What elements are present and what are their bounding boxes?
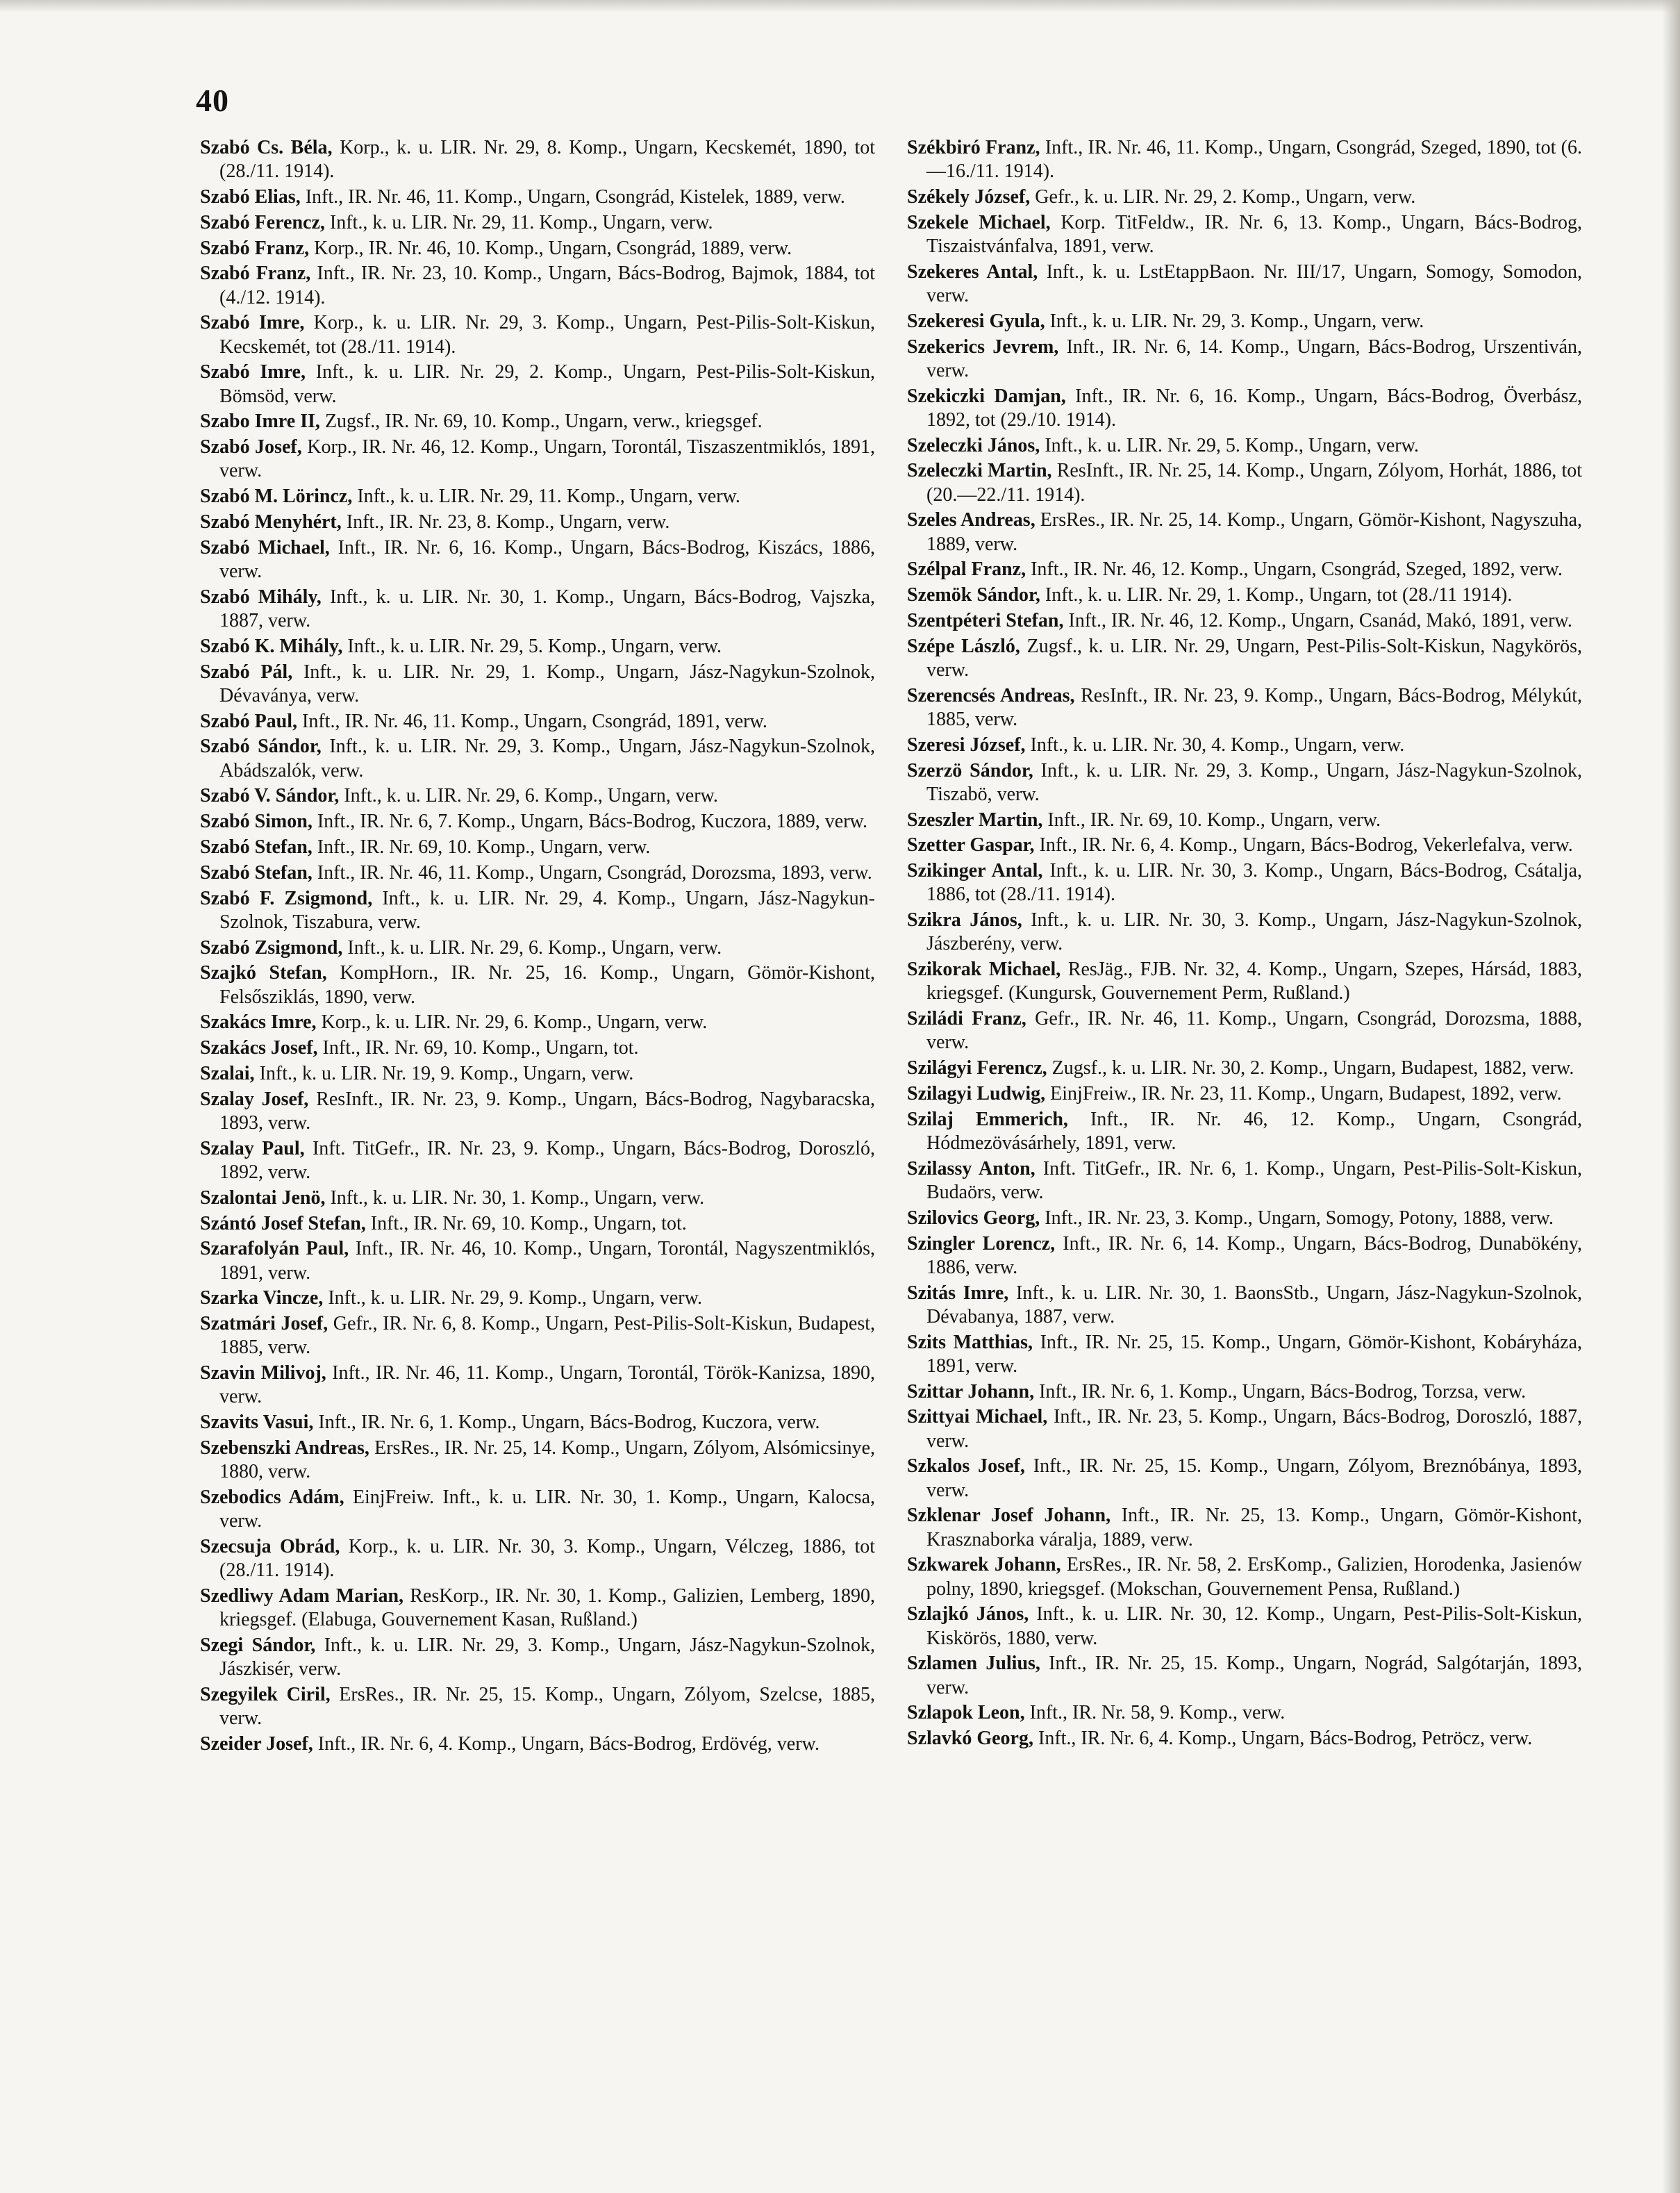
- list-entry: [907, 958, 1582, 1005]
- entry-details: Inft., k. u. LIR. Nr. 29, 2. Komp., Ungarn, Pest-Pilis-Solt-Kiskun, Bömsöd, verw.: [219, 361, 875, 407]
- entry-name: Szittyai Michael,: [907, 1406, 1048, 1428]
- entry-details: Inft., k. u. LIR. Nr. 29, 3. Komp., Ungarn, Jász-Nagykun-Szolnok, Abádszalók, verw.: [219, 736, 875, 781]
- entry-name: Szetter Gaspar,: [907, 834, 1035, 856]
- entry-name: Szerencsés Andreas,: [907, 684, 1075, 706]
- list-entry: [200, 710, 875, 734]
- entry-name: Szebenszki Andreas,: [200, 1437, 369, 1459]
- entry-name: Szalontai Jenö,: [200, 1186, 326, 1209]
- list-entry: [200, 262, 875, 309]
- entry-name: Szabó M. Lörincz,: [200, 486, 353, 508]
- list-entry: [200, 1062, 875, 1086]
- entry-details: Zugsf., k. u. LIR. Nr. 29, Ungarn, Pest-Pilis-Solt-Kiskun, Nagykörös, verw.: [926, 635, 1582, 681]
- list-entry: [907, 1405, 1582, 1453]
- list-entry: [200, 836, 875, 859]
- list-entry: [907, 834, 1582, 857]
- list-entry: [200, 735, 875, 782]
- list-entry: [907, 584, 1582, 607]
- list-entry: [907, 1652, 1582, 1699]
- entry-name: Szabó K. Mihály,: [200, 635, 343, 657]
- entry-details: Inft., k. u. LIR. Nr. 29, 3. Komp., Ungarn, Jász-Nagykun-Szolnok, Tiszabö, verw.: [926, 759, 1582, 805]
- entry-details: ErsRes., IR. Nr. 25, 14. Komp., Ungarn, Gömör-Kishont, Nagyszuha, 1889, verw.: [926, 509, 1582, 555]
- list-entry: [907, 1455, 1582, 1502]
- entry-name: Szántó Josef Stefan,: [200, 1212, 366, 1234]
- entry-details: Korp., IR. Nr. 46, 12. Komp., Ungarn, Torontál, Tiszaszentmiklós, 1891, verw.: [219, 436, 875, 482]
- entry-name: Szalay Josef,: [200, 1088, 309, 1110]
- right-column: [907, 136, 1582, 2171]
- list-entry: [907, 684, 1582, 731]
- list-entry: [200, 311, 875, 358]
- entry-details: Inft., k. u. LIR. Nr. 29, 3. Komp., Ungarn, Jász-Nagykun-Szolnok, Jászkisér, verw.: [219, 1634, 875, 1680]
- list-entry: [200, 661, 875, 708]
- left-column: [200, 136, 875, 2171]
- list-entry: [200, 511, 875, 534]
- entry-details: Inft., IR. Nr. 46, 11. Komp., Ungarn, Csongrád, Szeged, 1890, tot (6.—16./11. 1914).: [926, 137, 1582, 183]
- entry-name: Szekeresi Gyula,: [907, 310, 1045, 332]
- page-top-shadow: [0, 0, 1680, 13]
- entry-name: Szalay Paul,: [200, 1137, 305, 1159]
- list-entry: [907, 336, 1582, 383]
- entry-details: Korp., k. u. LIR. Nr. 30, 3. Komp., Ungarn, Vélczeg, 1886, tot (28./11. 1914).: [219, 1535, 875, 1582]
- list-entry: [200, 810, 875, 834]
- list-entry: [200, 1212, 875, 1236]
- entry-details: Inft., IR. Nr. 6, 4. Komp., Ungarn, Bács-Bodrog, Erdövég, verw.: [317, 1732, 820, 1755]
- entry-name: Szabó V. Sándor,: [200, 785, 340, 807]
- entry-name: Szkwarek Johann,: [907, 1554, 1061, 1576]
- list-entry: [907, 809, 1582, 832]
- entry-details: Gefr., k. u. LIR. Nr. 29, 2. Komp., Ungarn, verw.: [1035, 186, 1416, 208]
- entry-name: Szabó Franz,: [200, 263, 311, 285]
- entry-name: Szabó Pál,: [200, 661, 293, 683]
- entry-name: Szabó Imre,: [200, 312, 305, 334]
- list-entry: [907, 859, 1582, 907]
- list-entry: [907, 1282, 1582, 1329]
- entry-name: Szabó Sándor,: [200, 736, 322, 758]
- list-entry: [200, 1683, 875, 1730]
- entry-name: Szabó Imre,: [200, 361, 306, 383]
- entry-name: Szeszler Martin,: [907, 809, 1043, 831]
- entry-details: Inft., IR. Nr. 25, 13. Komp., Ungarn, Gömör-Kishont, Krasznaborka váralja, 1889, verw.: [926, 1505, 1582, 1550]
- entry-details: Inft., k. u. LIR. Nr. 29, 11. Komp., Ungarn, verw.: [357, 486, 740, 508]
- list-entry: [907, 1380, 1582, 1404]
- entry-name: Szilagyi Ludwig,: [907, 1082, 1046, 1104]
- entry-name: Szlavkó Georg,: [907, 1728, 1033, 1750]
- entry-details: Inft., IR. Nr. 25, 15. Komp., Ungarn, Gömör-Kishont, Kobáryháza, 1891, verw.: [926, 1331, 1582, 1377]
- list-entry: [200, 1237, 875, 1284]
- entry-name: Szekiczki Damjan,: [907, 385, 1066, 407]
- entry-details: Inft., IR. Nr. 46, 10. Komp., Ungarn, Torontál, Nagyszentmiklós, 1891, verw.: [219, 1238, 875, 1284]
- list-entry: [907, 1504, 1582, 1551]
- list-entry: [200, 1186, 875, 1210]
- entry-name: Szélpal Franz,: [907, 558, 1026, 581]
- entry-details: Inft., IR. Nr. 25, 15. Komp., Ungarn, Nográd, Salgótarján, 1893, verw.: [926, 1653, 1582, 1698]
- list-entry: [907, 635, 1582, 682]
- entry-details: Inft., k. u. LIR. Nr. 30, 4. Komp., Ungarn, verw.: [1030, 734, 1405, 756]
- entry-details: Gefr., IR. Nr. 6, 8. Komp., Ungarn, Pest-Pilis-Solt-Kiskun, Budapest, 1885, verw.: [219, 1313, 875, 1359]
- list-entry: [907, 185, 1582, 209]
- entry-details: Inft., IR. Nr. 69, 10. Komp., Ungarn, tot.: [322, 1037, 639, 1059]
- entry-details: Korp., IR. Nr. 46, 10. Komp., Ungarn, Csongrád, 1889, verw.: [314, 237, 792, 259]
- entry-details: Inft., IR. Nr. 6, 4. Komp., Ungarn, Bács-Bodrog, Vekerlefalva, verw.: [1039, 834, 1573, 856]
- list-entry: [907, 508, 1582, 556]
- entry-name: Szeider Josef,: [200, 1732, 313, 1755]
- list-entry: [907, 1727, 1582, 1751]
- list-entry: [907, 310, 1582, 333]
- list-entry: [200, 185, 875, 209]
- list-entry: [200, 1634, 875, 1681]
- page-number: 40: [196, 83, 229, 118]
- entry-name: Szabó Ferencz,: [200, 211, 325, 233]
- entry-details: Inft., IR. Nr. 6, 1. Komp., Ungarn, Bács-Bodrog, Torzsa, verw.: [1039, 1380, 1527, 1402]
- entry-name: Szilaj Emmerich,: [907, 1108, 1068, 1130]
- entry-details: ResInft., IR. Nr. 23, 9. Komp., Ungarn, Bács-Bodrog, Nagybaracska, 1893, verw.: [219, 1088, 875, 1134]
- entry-name: Szegi Sándor,: [200, 1634, 316, 1656]
- page-right-shadow: [1662, 0, 1680, 2193]
- entry-name: Szkalos Josef,: [907, 1455, 1025, 1478]
- list-entry: [200, 784, 875, 808]
- entry-name: Szekele Michael,: [907, 211, 1051, 233]
- entry-details: Gefr., IR. Nr. 46, 11. Komp., Ungarn, Csongrád, Dorozsma, 1888, verw.: [926, 1008, 1582, 1054]
- list-entry: [907, 1082, 1582, 1106]
- list-entry: [200, 1036, 875, 1060]
- entry-name: Szavits Vasui,: [200, 1412, 314, 1434]
- entry-name: Szentpéteri Stefan,: [907, 609, 1064, 631]
- list-entry: [907, 211, 1582, 258]
- entry-name: Szerzö Sándor,: [907, 759, 1033, 781]
- entry-name: Szajkó Stefan,: [200, 962, 327, 984]
- list-entry: [200, 936, 875, 960]
- list-entry: [200, 1362, 875, 1409]
- list-entry: [907, 1108, 1582, 1155]
- entry-details: Korp., k. u. LIR. Nr. 29, 6. Komp., Ungarn, verw.: [321, 1011, 708, 1034]
- entry-name: Szlamen Julius,: [907, 1653, 1040, 1675]
- list-entry: [907, 1057, 1582, 1080]
- entry-details: Korp., k. u. LIR. Nr. 29, 3. Komp., Ungarn, Pest-Pilis-Solt-Kiskun, Kecskemét, tot (28./11. 1914).: [219, 312, 875, 358]
- entry-name: Szilassy Anton,: [907, 1157, 1036, 1180]
- entry-name: Szabo Imre II,: [200, 411, 320, 433]
- entry-name: Szikinger Antal,: [907, 860, 1043, 882]
- list-entry: [907, 385, 1582, 432]
- entry-details: Inft., IR. Nr. 46, 11. Komp., Ungarn, Torontál, Török-Kanizsa, 1890, verw.: [219, 1362, 875, 1408]
- entry-details: ErsRes., IR. Nr. 58, 2. ErsKomp., Galizien, Horodenka, Jasienów polny, 1890, kriegsgef. (Mokschan, Gouvernement Pensa, Rußland.): [926, 1554, 1582, 1600]
- entry-details: KompHorn., IR. Nr. 25, 16. Komp., Ungarn, Gömör-Kishont, Felsősziklás, 1890, verw.: [219, 962, 875, 1008]
- entry-details: Inft., k. u. LIR. Nr. 30, 12. Komp., Ungarn, Pest-Pilis-Solt-Kiskun, Kiskörös, 1880, verw.: [926, 1603, 1582, 1649]
- list-entry: [907, 558, 1582, 581]
- entry-name: Szabó Franz,: [200, 237, 310, 259]
- entry-details: Inft., IR. Nr. 23, 10. Komp., Ungarn, Bács-Bodrog, Bajmok, 1884, tot (4./12. 1914).: [219, 263, 875, 308]
- list-entry: [907, 1331, 1582, 1378]
- list-entry: [200, 1732, 875, 1756]
- list-entry: [200, 1584, 875, 1632]
- entry-name: Szecsuja Obrád,: [200, 1535, 340, 1557]
- entry-name: Szabó Cs. Béla,: [200, 137, 333, 158]
- entry-name: Szilágyi Ferencz,: [907, 1057, 1047, 1079]
- entry-name: Szklenar Josef Johann,: [907, 1505, 1111, 1527]
- list-entry: [907, 136, 1582, 183]
- entry-details: Inft., IR. Nr. 46, 12. Komp., Ungarn, Csongrád, Hódmezövásárhely, 1891, verw.: [926, 1108, 1582, 1154]
- entry-details: ErsRes., IR. Nr. 25, 14. Komp., Ungarn, Zólyom, Alsómicsinye, 1880, verw.: [219, 1437, 875, 1483]
- entry-details: Inft., IR. Nr. 69, 10. Komp., Ungarn, verw.: [317, 836, 651, 858]
- entry-details: Inft., IR. Nr. 6, 14. Komp., Ungarn, Bács-Bodrog, Dunabökény, 1886, verw.: [926, 1232, 1582, 1278]
- entry-details: Inft., IR. Nr. 23, 5. Komp., Ungarn, Bács-Bodrog, Doroszló, 1887, verw.: [926, 1406, 1582, 1452]
- entry-details: EinjFreiw., IR. Nr. 23, 11. Komp., Ungarn, Budapest, 1892, verw.: [1050, 1082, 1562, 1104]
- entry-name: Szabó Simon,: [200, 811, 313, 833]
- list-entry: [200, 1312, 875, 1359]
- entry-name: Szabó F. Zsigmond,: [200, 887, 373, 909]
- entry-name: Szekeres Antal,: [907, 260, 1038, 283]
- entry-name: Szépe László,: [907, 635, 1020, 657]
- entry-name: Szabó Zsigmond,: [200, 936, 343, 959]
- list-entry: [907, 909, 1582, 956]
- list-entry: [907, 459, 1582, 506]
- entry-details: Inft., k. u. LIR. Nr. 30, 1. BaonsStb., Ungarn, Jász-Nagykun-Szolnok, Dévabanya, 1887, verw.: [926, 1282, 1582, 1327]
- entry-name: Szabó Michael,: [200, 536, 330, 558]
- entry-details: Inft., k. u. LIR. Nr. 29, 3. Komp., Ungarn, verw.: [1049, 310, 1424, 332]
- entry-details: Inft., k. u. LIR. Nr. 30, 3. Komp., Ungarn, Jász-Nagykun-Szolnok, Jászberény, verw.: [926, 909, 1582, 955]
- entry-details: Inft., k. u. LIR. Nr. 30, 1. Komp., Ungarn, Bács-Bodrog, Vajszka, 1887, verw.: [219, 586, 875, 631]
- entry-details: Inft., IR. Nr. 46, 12. Komp., Ungarn, Csanád, Makó, 1891, verw.: [1068, 609, 1572, 631]
- list-entry: [200, 361, 875, 408]
- entry-details: Inft., IR. Nr. 69, 10. Komp., Ungarn, tot.: [370, 1212, 687, 1234]
- entry-name: Szabó Elias,: [200, 186, 301, 208]
- list-entry: [200, 436, 875, 483]
- list-entry: [200, 536, 875, 584]
- entry-details: Inft., IR. Nr. 25, 15. Komp., Ungarn, Zólyom, Breznóbánya, 1893, verw.: [926, 1455, 1582, 1501]
- list-entry: [200, 861, 875, 885]
- entry-name: Szabó Menyhért,: [200, 511, 342, 533]
- entry-name: Szits Matthias,: [907, 1331, 1033, 1353]
- entry-details: Zugsf., k. u. LIR. Nr. 30, 2. Komp., Ungarn, Budapest, 1882, verw.: [1051, 1057, 1574, 1079]
- entry-details: ResInft., IR. Nr. 23, 9. Komp., Ungarn, Bács-Bodrog, Mélykút, 1885, verw.: [926, 684, 1582, 730]
- entry-name: Szabó Stefan,: [200, 861, 313, 884]
- entry-name: Szittar Johann,: [907, 1380, 1035, 1402]
- entry-details: Inft., IR. Nr. 6, 7. Komp., Ungarn, Bács-Bodrog, Kuczora, 1889, verw.: [317, 811, 867, 833]
- list-entry: [907, 609, 1582, 633]
- entry-details: Inft., k. u. LIR. Nr. 30, 3. Komp., Ungarn, Bács-Bodrog, Csátalja, 1886, tot (28./11. 1914).: [926, 860, 1582, 906]
- entry-details: Inft., IR. Nr. 46, 11. Komp., Ungarn, Csongrád, Kistelek, 1889, verw.: [305, 186, 845, 208]
- entry-details: Zugsf., IR. Nr. 69, 10. Komp., Ungarn, verw., kriegsgef.: [324, 411, 763, 433]
- entry-name: Szabó Josef,: [200, 436, 302, 458]
- entry-name: Szikorak Michael,: [907, 959, 1061, 981]
- list-entry: [200, 237, 875, 260]
- list-entry: [907, 1603, 1582, 1650]
- entry-details: EinjFreiw. Inft., k. u. LIR. Nr. 30, 1. Komp., Ungarn, Kalocsa, verw.: [219, 1486, 875, 1532]
- entry-name: Szekerics Jevrem,: [907, 336, 1059, 358]
- entry-details: Inft., k. u. LIR. Nr. 29, 1. Komp., Ungarn, tot (28./11 1914).: [1045, 584, 1513, 606]
- entry-details: Inft., k. u. LIR. Nr. 29, 9. Komp., Ungarn, verw.: [328, 1287, 702, 1309]
- entry-name: Székbiró Franz,: [907, 137, 1040, 158]
- list-entry: [907, 734, 1582, 757]
- entry-details: Inft., IR. Nr. 58, 9. Komp., verw.: [1029, 1702, 1286, 1724]
- entry-name: Szatmári Josef,: [200, 1313, 328, 1335]
- entry-name: Szarka Vincze,: [200, 1287, 324, 1309]
- entry-name: Szabó Paul,: [200, 710, 298, 732]
- list-entry: [907, 1007, 1582, 1054]
- entry-name: Szemök Sándor,: [907, 584, 1040, 606]
- entry-details: ResJäg., FJB. Nr. 32, 4. Komp., Ungarn, Szepes, Hársád, 1883, kriegsgef. (Kungursk, Gouvernement Perm, Rußland.): [926, 959, 1582, 1004]
- list-entry: [907, 1232, 1582, 1280]
- list-entry: [200, 485, 875, 508]
- list-entry: [200, 1535, 875, 1582]
- entry-details: Inft., k. u. LIR. Nr. 29, 6. Komp., Ungarn, verw.: [347, 936, 722, 959]
- list-entry: [200, 887, 875, 934]
- list-entry: [907, 1157, 1582, 1205]
- list-entry: [907, 1701, 1582, 1725]
- list-entry: [907, 1553, 1582, 1600]
- list-entry: [200, 410, 875, 433]
- entry-details: ResKorp., IR. Nr. 30, 1. Komp., Galizien, Lemberg, 1890, kriegsgef. (Elabuga, Gouvernement Kasan, Rußland.): [219, 1584, 875, 1631]
- entry-details: Inft., k. u. LstEtappBaon. Nr. III/17, Ungarn, Somogy, Somodon, verw.: [926, 260, 1582, 306]
- entry-name: Szitás Imre,: [907, 1282, 1009, 1304]
- entry-name: Szalai,: [200, 1062, 255, 1084]
- entry-name: Szeles Andreas,: [907, 509, 1036, 531]
- list-entry: [200, 1088, 875, 1135]
- entry-name: Szegyilek Ciril,: [200, 1683, 331, 1705]
- entry-name: Szakács Imre,: [200, 1011, 317, 1034]
- entry-name: Szebodics Adám,: [200, 1486, 344, 1508]
- list-entry: [907, 260, 1582, 308]
- entry-details: Inft., k. u. LIR. Nr. 29, 11. Komp., Ungarn, verw.: [329, 211, 713, 233]
- entry-details: Inft., IR. Nr. 23, 8. Komp., Ungarn, verw.: [346, 511, 670, 533]
- entry-name: Székely József,: [907, 186, 1031, 208]
- entry-details: Inft., IR. Nr. 23, 3. Komp., Ungarn, Somogy, Potony, 1888, verw.: [1045, 1207, 1554, 1229]
- entry-name: Szabó Mihály,: [200, 586, 322, 608]
- entry-details: Inft. TitGefr., IR. Nr. 23, 9. Komp., Ungarn, Bács-Bodrog, Doroszló, 1892, verw.: [219, 1137, 875, 1183]
- entry-name: Szlajkó János,: [907, 1603, 1029, 1625]
- entry-details: Inft., IR. Nr. 46, 12. Komp., Ungarn, Csongrád, Szeged, 1892, verw.: [1031, 558, 1563, 581]
- entry-name: Szilovics Georg,: [907, 1207, 1040, 1229]
- entry-details: Inft., IR. Nr. 46, 11. Komp., Ungarn, Csongrád, Dorozsma, 1893, verw.: [317, 861, 872, 884]
- entry-name: Szlapok Leon,: [907, 1702, 1025, 1724]
- entry-details: Inft., k. u. LIR. Nr. 29, 1. Komp., Ungarn, Jász-Nagykun-Szolnok, Dévaványa, verw.: [219, 661, 875, 706]
- entry-details: Inft., k. u. LIR. Nr. 29, 5. Komp., Ungarn, verw.: [1045, 434, 1419, 456]
- entry-details: ErsRes., IR. Nr. 25, 15. Komp., Ungarn, Zólyom, Szelcse, 1885, verw.: [219, 1683, 875, 1730]
- list-entry: [907, 759, 1582, 806]
- entry-name: Szeleczki János,: [907, 434, 1040, 456]
- entry-details: Inft. TitGefr., IR. Nr. 6, 1. Komp., Ungarn, Pest-Pilis-Solt-Kiskun, Budaörs, verw.: [926, 1157, 1582, 1203]
- list-entry: [200, 1286, 875, 1310]
- entry-details: Inft., k. u. LIR. Nr. 29, 4. Komp., Ungarn, Jász-Nagykun-Szolnok, Tiszabura, verw.: [219, 887, 875, 933]
- entry-details: Korp., k. u. LIR. Nr. 29, 8. Komp., Ungarn, Kecskemét, 1890, tot (28./11. 1914).: [219, 137, 875, 183]
- list-entry: [200, 1486, 875, 1533]
- list-entry: [200, 1437, 875, 1484]
- list-entry: [200, 961, 875, 1009]
- list-entry: [200, 1011, 875, 1034]
- entry-name: Szingler Lorencz,: [907, 1232, 1056, 1255]
- entry-name: Szakács Josef,: [200, 1037, 318, 1059]
- entry-details: Inft., IR. Nr. 6, 16. Komp., Ungarn, Bács-Bodrog, Kiszács, 1886, verw.: [219, 536, 875, 582]
- entry-name: Szeresi József,: [907, 734, 1026, 756]
- list-entry: [200, 136, 875, 183]
- entry-details: Inft., IR. Nr. 6, 14. Komp., Ungarn, Bács-Bodrog, Urszentiván, verw.: [926, 336, 1582, 381]
- list-entry: [200, 1411, 875, 1434]
- entry-details: ResInft., IR. Nr. 25, 14. Komp., Ungarn, Zólyom, Horhát, 1886, tot (20.—22./11. 1914).: [926, 460, 1582, 506]
- entry-name: Szeleczki Martin,: [907, 460, 1052, 482]
- entry-details: Inft., IR. Nr. 46, 11. Komp., Ungarn, Csongrád, 1891, verw.: [302, 710, 767, 732]
- list-entry: [907, 434, 1582, 458]
- entry-details: Inft., k. u. LIR. Nr. 29, 5. Komp., Ungarn, verw.: [347, 635, 722, 657]
- entry-details: Inft., IR. Nr. 69, 10. Komp., Ungarn, verw.: [1047, 809, 1381, 831]
- list-entry: [200, 586, 875, 633]
- entry-details: Inft., k. u. LIR. Nr. 19, 9. Komp., Ungarn, verw.: [259, 1062, 634, 1084]
- entry-name: Szarafolyán Paul,: [200, 1238, 349, 1260]
- entry-name: Sziládi Franz,: [907, 1008, 1026, 1030]
- list-entry: [200, 1137, 875, 1184]
- entry-name: Szabó Stefan,: [200, 836, 313, 858]
- entry-details: Inft., k. u. LIR. Nr. 30, 1. Komp., Ungarn, verw.: [330, 1186, 705, 1209]
- entry-name: Szedliwy Adam Marian,: [200, 1584, 404, 1607]
- entry-details: Korp. TitFeldw., IR. Nr. 6, 13. Komp., Ungarn, Bács-Bodrog, Tiszaistvánfalva, 1891, verw.: [926, 211, 1582, 257]
- entry-name: Szavin Milivoj,: [200, 1362, 326, 1384]
- list-entry: [907, 1207, 1582, 1230]
- list-entry: [200, 211, 875, 235]
- entry-details: Inft., IR. Nr. 6, 4. Komp., Ungarn, Bács-Bodrog, Petröcz, verw.: [1038, 1728, 1533, 1750]
- entry-name: Szikra János,: [907, 909, 1022, 932]
- entry-details: Inft., IR. Nr. 6, 1. Komp., Ungarn, Bács-Bodrog, Kuczora, verw.: [318, 1412, 820, 1434]
- list-entry: [200, 635, 875, 659]
- entry-details: Inft., k. u. LIR. Nr. 29, 6. Komp., Ungarn, verw.: [344, 785, 718, 807]
- entry-details: Inft., IR. Nr. 6, 16. Komp., Ungarn, Bács-Bodrog, Överbász, 1892, tot (29./10. 1914).: [926, 385, 1582, 431]
